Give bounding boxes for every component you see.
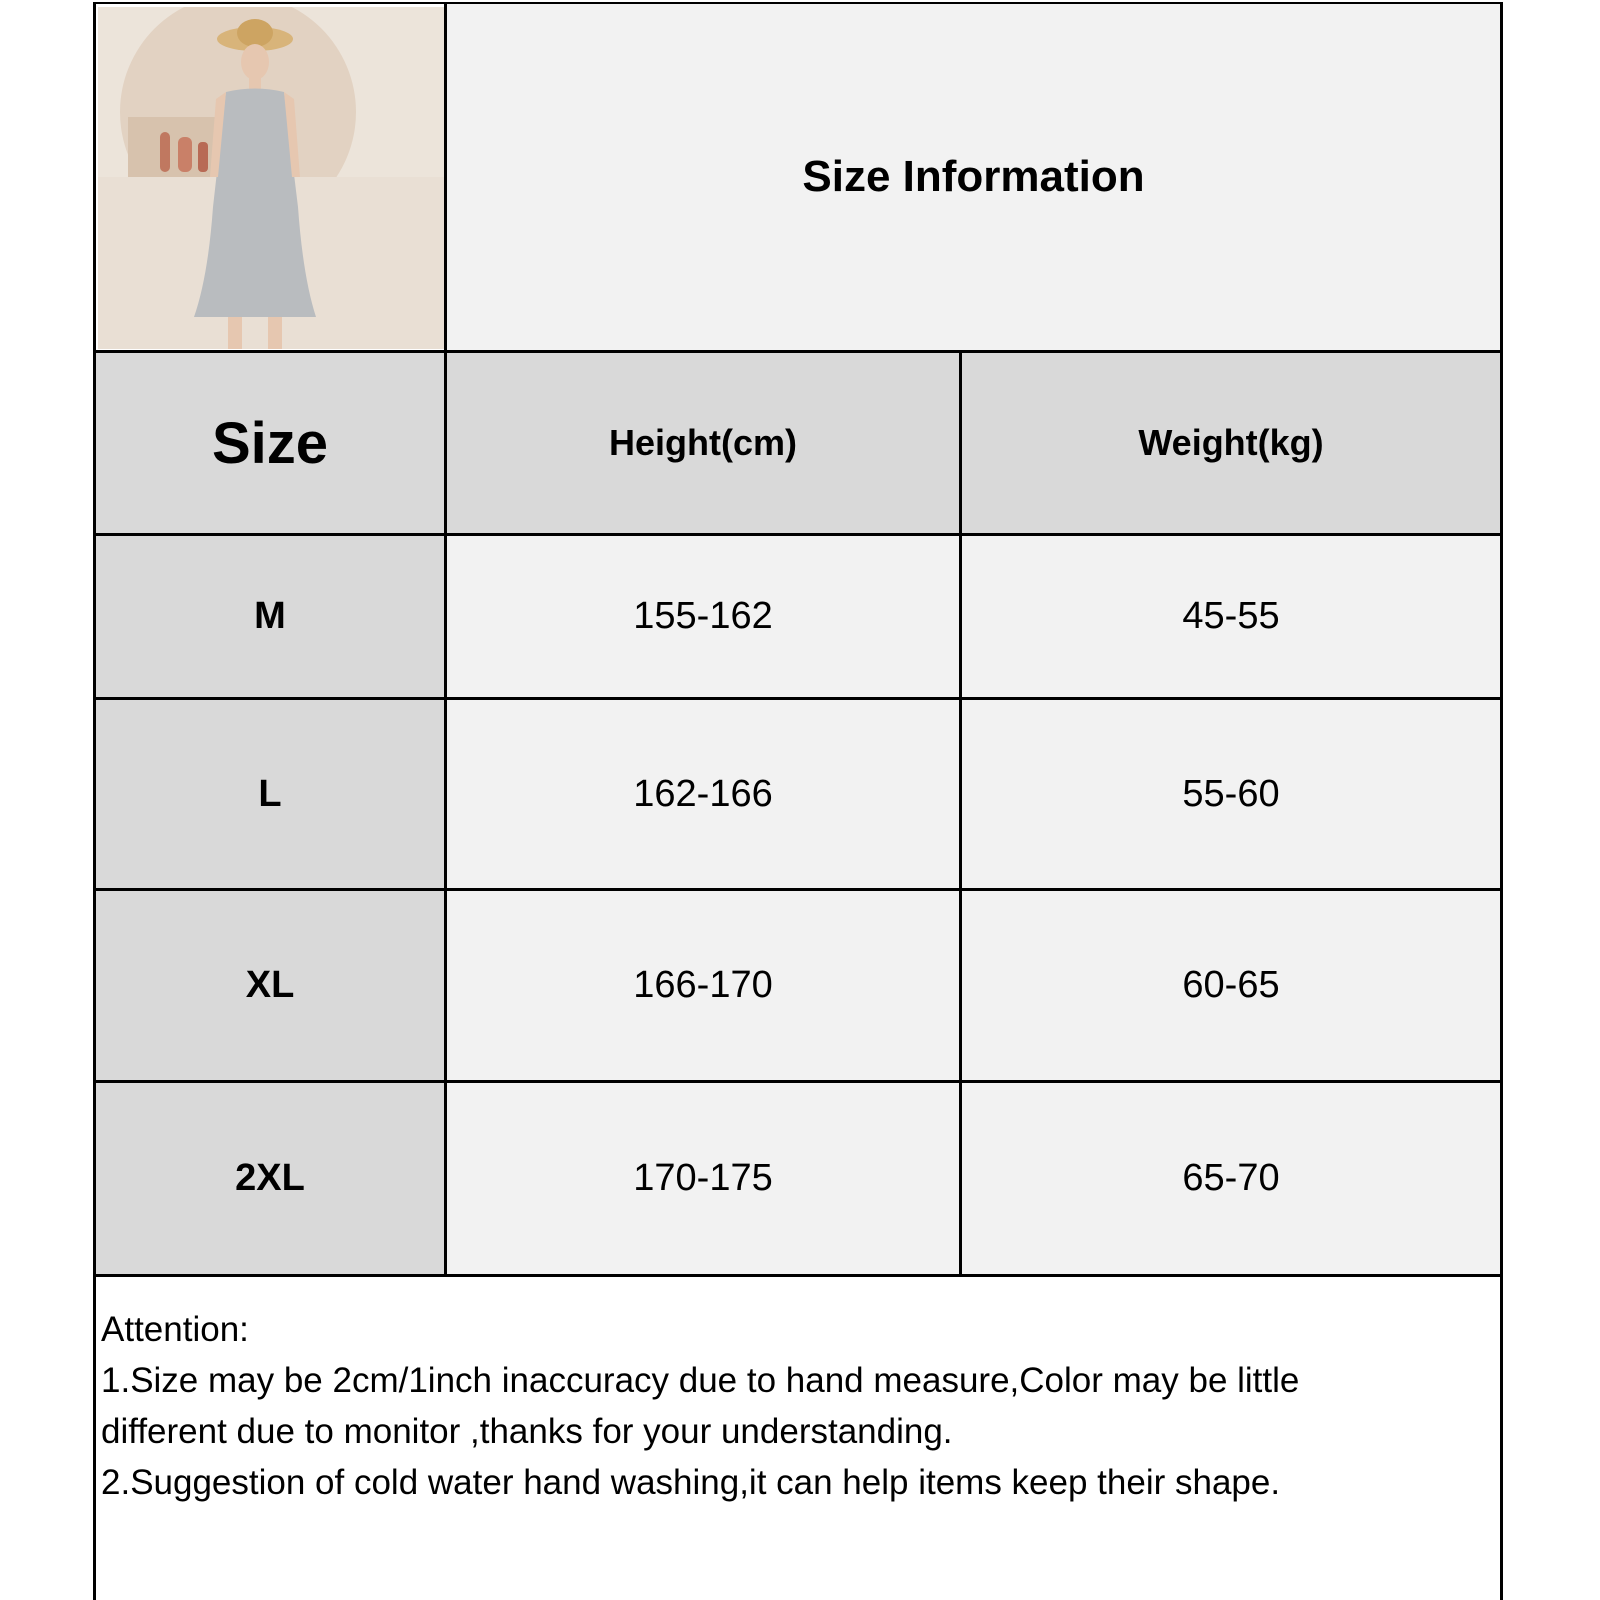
size-label: XL: [245, 964, 295, 1006]
table-row-height: [447, 891, 959, 1080]
weight-value: 55-60: [1182, 772, 1280, 815]
product-photo: [98, 7, 445, 349]
header-weight: Weight(kg): [1138, 422, 1324, 463]
height-value: 162-166: [633, 772, 773, 815]
table-row-size: [96, 1083, 444, 1274]
table-row-weight: [962, 891, 1500, 1080]
header-size-cell: [96, 353, 444, 533]
table-row-height: [447, 1083, 959, 1274]
weight-value: 45-55: [1182, 595, 1280, 637]
note-line-1-continued: different due to monitor ,thanks for your understanding.: [101, 1412, 953, 1451]
height-value: 155-162: [633, 595, 773, 637]
note-line-2: 2.Suggestion of cold water hand washing,it can help items keep their shape.: [101, 1463, 1281, 1502]
table-row-height: [447, 700, 959, 888]
notes-heading: Attention:: [101, 1310, 249, 1349]
weight-value: 65-70: [1182, 1157, 1280, 1199]
note-line-1: 1.Size may be 2cm/1inch inaccuracy due to hand measure,Color may be little: [101, 1361, 1300, 1400]
attention-notes: [101, 1304, 1491, 1508]
table-row-size: [96, 891, 444, 1080]
size-chart: [93, 2, 1503, 1600]
table-row-height: [447, 536, 959, 697]
size-label: L: [258, 772, 282, 815]
height-value: 166-170: [633, 964, 773, 1006]
chart-title: Size Information: [802, 152, 1145, 201]
table-row-weight: [962, 536, 1500, 697]
title-cell: [447, 4, 1500, 350]
header-size: Size: [211, 410, 329, 476]
table-row-size: [96, 700, 444, 888]
weight-value: 60-65: [1182, 964, 1280, 1006]
size-label: 2XL: [235, 1157, 305, 1199]
header-height-cell: [447, 353, 959, 533]
table-row-weight: [962, 1083, 1500, 1274]
product-image-icon: [98, 7, 445, 349]
table-row-size: [96, 536, 444, 697]
size-label: M: [254, 595, 286, 637]
height-value: 170-175: [633, 1157, 773, 1199]
table-row-weight: [962, 700, 1500, 888]
header-height: Height(cm): [609, 422, 797, 463]
header-weight-cell: [962, 353, 1500, 533]
